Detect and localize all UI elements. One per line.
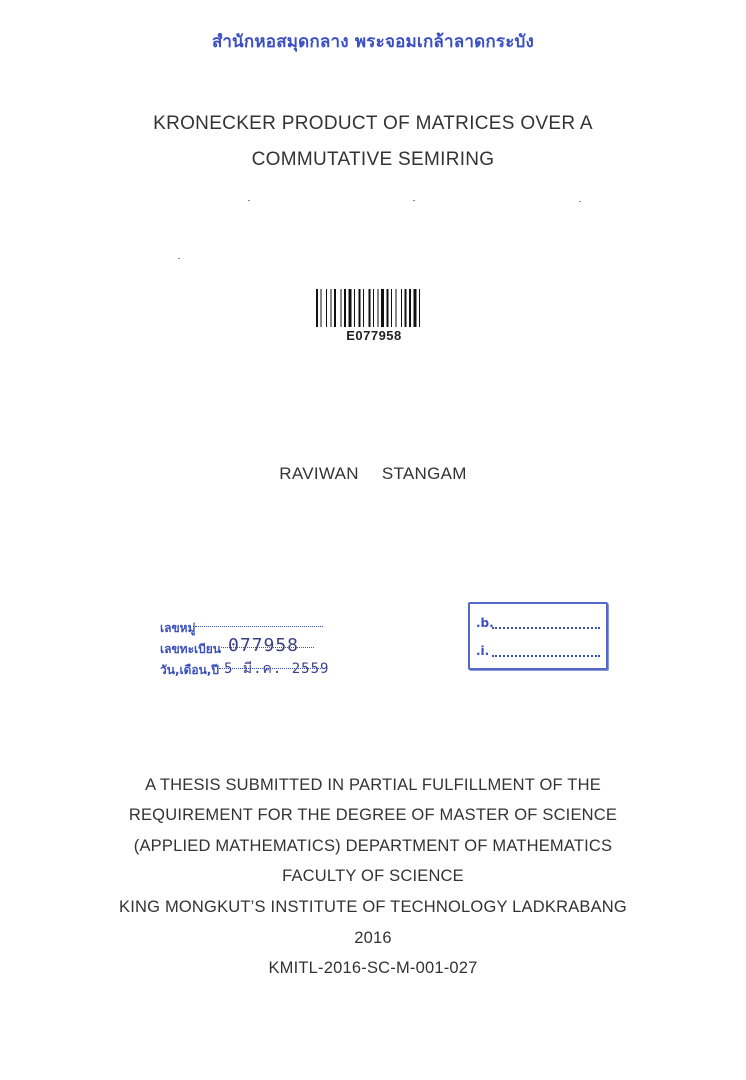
catalog-box-stamp	[468, 602, 608, 670]
author-name: RAVIWAN STANGAM	[279, 464, 467, 483]
statement-line-1: A THESIS SUBMITTED IN PARTIAL FULFILLMENT OF THE	[145, 776, 601, 794]
barcode-number: E077958	[346, 328, 402, 343]
accession-row	[160, 635, 340, 660]
call-number-label: เลขหมู่	[160, 621, 196, 635]
box-row-i	[476, 644, 600, 660]
year-line: 2016	[354, 929, 392, 947]
thesis-title-line-1: KRONECKER PRODUCT OF MATRICES OVER A	[153, 113, 593, 134]
date-value: 5 มี.ค. 2559	[224, 661, 330, 677]
accession-label: เลขทะเบียน	[160, 642, 221, 656]
statement-line-2: REQUIREMENT FOR THE DEGREE OF MASTER OF SCIENCE	[128, 806, 618, 824]
thesis-title-line-2: COMMUTATIVE SEMIRING	[251, 149, 495, 170]
box-row-b	[476, 616, 600, 632]
statement-line-3: (APPLIED MATHEMATICS) DEPARTMENT OF MATHEMATICS	[133, 837, 613, 855]
faculty-line: FACULTY OF SCIENCE	[282, 867, 464, 885]
library-stamp: สำนักหอสมุดกลาง พระจอมเกล้าลาดกระบัง	[211, 32, 535, 52]
box-row-b-label: .b.	[476, 616, 494, 630]
box-row-i-dots	[492, 655, 600, 657]
box-row-i-label: .i.	[476, 644, 490, 658]
box-row-b-dots	[492, 627, 600, 629]
registration-stamp	[160, 618, 340, 681]
accession-number: 077958	[228, 635, 300, 656]
institute-line: KING MONGKUT’S INSTITUTE OF TECHNOLOGY LADKRABANG	[119, 898, 627, 916]
call-number-dots	[195, 626, 323, 627]
date-label: วัน,เดือน,ปี	[160, 663, 219, 677]
thesis-code-line: KMITL-2016-SC-M-001-027	[268, 959, 478, 977]
barcode-icon	[314, 289, 434, 331]
date-row	[160, 660, 340, 681]
